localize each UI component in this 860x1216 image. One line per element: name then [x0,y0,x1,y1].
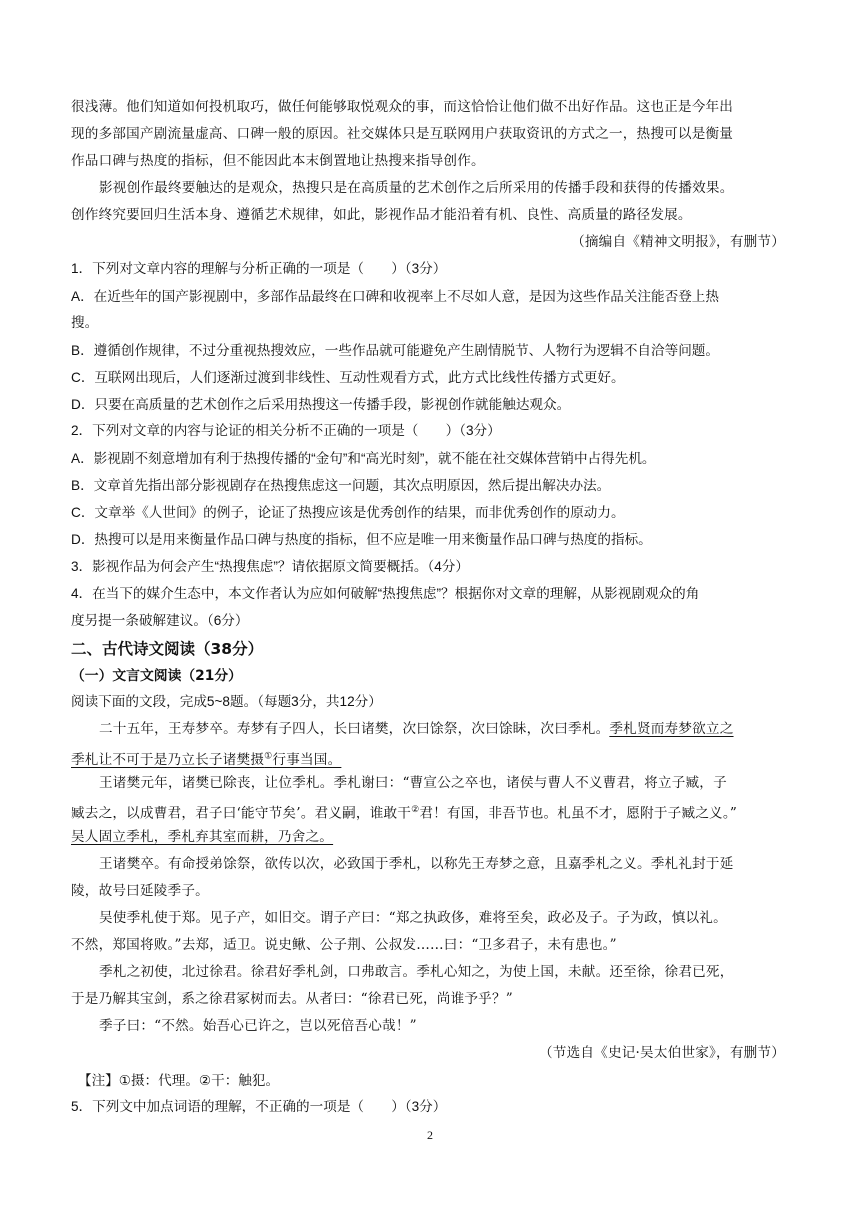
footnote-marker: ① [264,751,273,761]
passage-line: 创作终究要回归生活本身、遵循艺术规律，如此，影视作品才能沿着有机、良性、高质量的路径发展。 [71,207,692,223]
q2-option-c: C．文章举《人世间》的例子，论证了热搜应该是优秀创作的结果，而非优秀创作的原动力。 [71,505,625,520]
classical-line: 王诸樊卒。有命授弟馀祭，欲传以次，必致国于季札，以称先王寿梦之意，且嘉季札之义。季札礼封于延 [99,856,734,872]
classical-line: 季子曰：“不然。始吾心已许之，岂以死倍吾心哉！” [99,1018,417,1034]
passage-line: 影视创作最终要触达的是观众，热搜只是在高质量的艺术创作之后所采用的传播手段和获得的传播效果。 [99,180,734,196]
classical-text: 君！有国，非吾节也。札虽不才，愿附于子臧之义。” [419,805,737,822]
subsection-title: （一）文言文阅读（21分） [71,668,242,684]
classical-text: 季札让不可于是乃立长子诸樊摄 [71,751,265,768]
classical-line [71,824,797,850]
q1-option-d: D．只要在高质量的艺术创作之后采用热搜这一传播手段，影视创作就能触达观众。 [71,397,571,412]
question-4: 4．在当下的媒介生态中，本文作者认为应如何破解“热搜焦虑”？根据你对文章的理解，从影视剧观众的角 [71,586,700,601]
passage-line: 现的多部国产剧流量虚高、口碑一般的原因。社交媒体只是互联网用户获取资讯的方式之一，热搜可以是衡量 [71,126,734,142]
underlined-sentence [71,752,341,768]
classical-line: 吴使季札使于郑。见子产，如旧交。谓子产曰：“郑之执政侈，难将至矣，政必及子。子为政，慎以礼。 [99,910,727,926]
footnote-marker: ② [411,805,420,815]
passage-source: （摘编自《精神文明报》，有删节） [571,234,785,250]
q1-option-a-cont: 搜。 [71,315,99,330]
annotation-note: 【注】①摄：代理。②干：触犯。 [78,1073,280,1088]
classical-text: 二十五年，王寿梦卒。寿梦有子四人，长曰诸樊，次曰馀祭，次曰馀眛，次曰季札。 [99,721,610,737]
classical-text: 行事当国。 [272,751,342,768]
reading-instruction: 阅读下面的文段，完成5~8题。（每题3分，共12分） [71,694,382,709]
classical-line: 王诸樊元年，诸樊已除丧，让位季札。季札谢曰：“曹宣公之卒也，诸侯与曹人不义曹君，将立子臧，子 [99,775,727,791]
classical-line: 于是乃解其宝剑，系之徐君冢树而去。从者曰：“徐君已死，尚谁予乎？” [71,991,513,1007]
question-4-cont: 度另提一条破解建议。（6分） [71,613,249,628]
passage-line: 很浅薄。他们知道如何投机取巧，做任何能够取悦观众的事，而这恰恰让他们做不出好作品。这也正是今年出 [71,99,734,115]
classical-text: 臧去之，以成曹君，君子曰‘能守节矣’。君义嗣，谁敢干 [71,805,412,822]
classical-line [71,797,797,827]
q2-option-b: B．文章首先指出部分影视剧存在热搜焦虑这一问题，其次点明原因，然后提出解决办法。 [71,478,611,493]
classical-line: 陵，故号曰延陵季子。 [71,883,209,899]
classical-line [71,743,797,773]
question-2: 2．下列对文章的内容与论证的相关分析不正确的一项是（ ）（3分） [71,423,501,438]
classical-line: 不然，郑国将败。”去郑，适卫。说史鳅、公子荆、公叔发……曰：“卫多君子，未有患也。” [71,937,617,953]
q1-option-b: B．遵循创作规律，不过分重视热搜效应，一些作品就可能避免产生剧情脱节、人物行为逻辑不自洽等问题。 [71,343,719,358]
q2-option-a: A．影视剧不刻意增加有利于热搜传播的“金句”和“高光时刻”，就不能在社交媒体营销中占得先机。 [71,451,656,466]
classical-line [99,716,797,742]
page-number: 2 [427,1128,433,1142]
question-5: 5．下列文中加点词语的理解，不正确的一项是（ ）（3分） [71,1099,447,1114]
q1-option-a: A．在近些年的国产影视剧中，多部作品最终在口碑和收视率上不尽如人意，是因为这些作品关注能否登上热 [71,289,719,304]
q1-option-c: C．互联网出现后，人们逐渐过渡到非线性、互动性观看方式，此方式比线性传播方式更好。 [71,370,625,385]
question-1: 1．下列对文章内容的理解与分析正确的一项是（ ）（3分） [71,261,447,276]
underlined-sentence: 季札贤而寿梦欲立之 [609,721,734,737]
passage-line: 作品口碑与热度的指标，但不能因此本末倒置地让热搜来指导创作。 [71,153,485,169]
underlined-sentence: 吴人固立季札，季札弃其室而耕，乃舍之。 [71,829,334,845]
classical-line: 季札之初使，北过徐君。徐君好季札剑，口弗敢言。季札心知之，为使上国，未献。还至徐，徐君已死， [99,964,734,980]
question-3: 3．影视作品为何会产生“热搜焦虑”？请依据原文简要概括。（4分） [71,559,469,574]
classical-source: （节选自《史记·吴太伯世家》，有删节） [538,1045,785,1061]
q2-option-d: D．热搜可以是用来衡量作品口碑与热度的指标，但不应是唯一用来衡量作品口碑与热度的指标。 [71,532,652,547]
section-title: 二、古代诗文阅读（38分） [71,640,264,658]
